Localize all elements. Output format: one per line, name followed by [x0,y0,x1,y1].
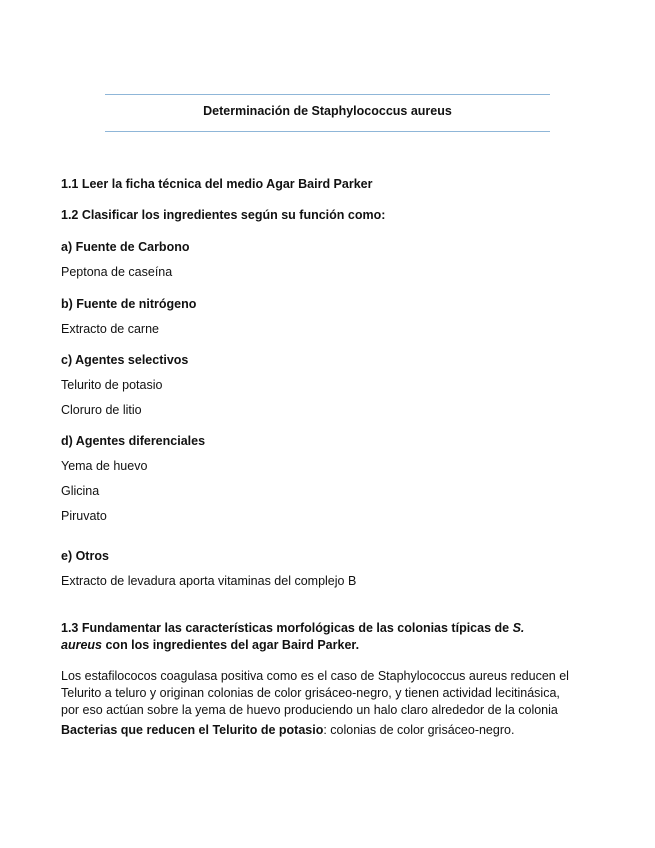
tellurite-reduction-line [61,723,514,737]
title-top-rule [105,94,550,95]
paragraph-line: Los estafilococos coagulasa positiva como es el caso de Staphylococcus aureus reducen el [61,669,569,683]
title-bottom-rule [105,131,550,132]
others-item: Extracto de levadura aporta vitaminas del complejo B [61,574,357,588]
section-1-3-text: 1.3 Fundamentar las características morfológicas de las colonias típicas de [61,621,510,635]
page-title: Determinación de Staphylococcus aureus [203,104,452,118]
nitrogen-source-heading: b) Fuente de nitrógeno [61,297,197,311]
others-heading: e) Otros [61,549,109,563]
differential-agent-item: Glicina [61,484,100,498]
section-1-3-italic-species: aureus [61,638,102,652]
tellurite-reduction-label: Bacterias que reducen el Telurito de potasio [61,723,324,737]
selective-agent-item: Telurito de potasio [61,378,163,392]
differential-agent-item: Yema de huevo [61,459,148,473]
nitrogen-source-item: Extracto de carne [61,322,159,336]
section-1-3-heading [61,620,591,654]
differential-agent-item: Piruvato [61,509,107,523]
selective-agents-heading: c) Agentes selectivos [61,353,189,367]
section-1-1-heading: 1.1 Leer la ficha técnica del medio Agar Baird Parker [61,177,373,191]
section-1-3-text-cont: con los ingredientes del agar Baird Parker. [105,638,360,652]
differential-agents-heading: d) Agentes diferenciales [61,434,206,448]
section-1-2-heading: 1.2 Clasificar los ingredientes según su función como: [61,208,386,222]
tellurite-reduction-value: : colonias de color grisáceo-negro. [323,723,515,737]
paragraph-line: Telurito a teluro y originan colonias de color grisáceo-negro, y tienen actividad lecitinásica, [61,686,560,700]
explanation-paragraph [61,668,601,719]
carbon-source-item: Peptona de caseína [61,265,173,279]
selective-agent-item: Cloruro de litio [61,403,142,417]
paragraph-line: por eso actúan sobre la yema de huevo produciendo un halo claro alrededor de la colonia [61,703,558,717]
section-1-3-italic-genus: S. [512,621,525,635]
carbon-source-heading: a) Fuente de Carbono [61,240,190,254]
